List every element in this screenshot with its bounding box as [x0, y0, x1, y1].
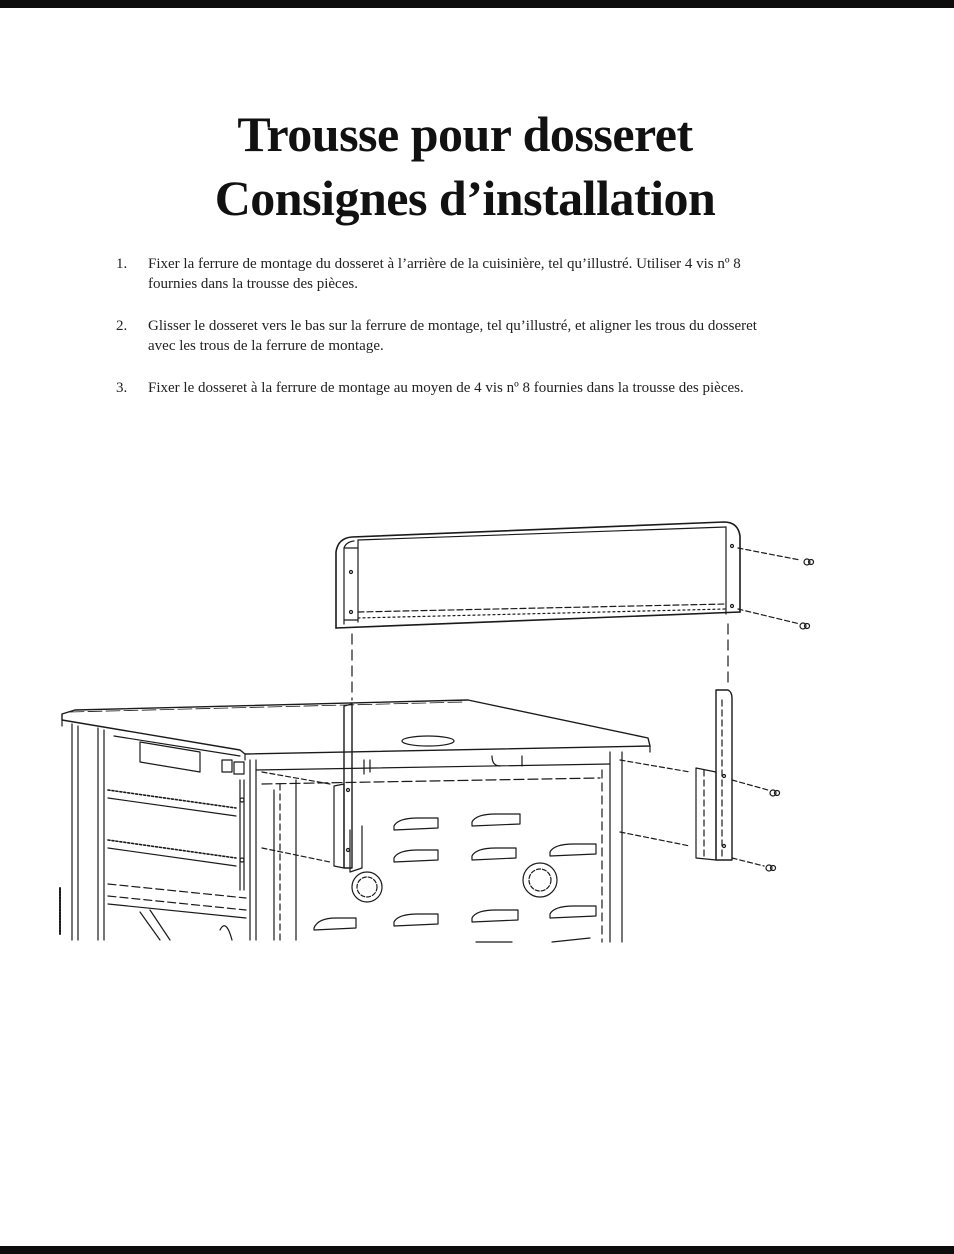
title-line-1: Trousse pour dosseret	[237, 106, 693, 162]
page-title	[140, 102, 790, 230]
step-item	[116, 378, 788, 398]
title-line-2: Consignes d’installation	[214, 170, 716, 226]
left-mounting-bracket	[334, 704, 352, 868]
instruction-steps	[116, 254, 788, 420]
step-number: 2.	[116, 318, 128, 334]
rear-panel-vents	[314, 756, 596, 942]
step-text: Glisser le dosseret vers le bas sur la ferrure de montage, tel qu’illustré, et aligner les trous du dosseret avec les trous de la ferrure de montage.	[148, 318, 757, 354]
backguard-panel	[336, 522, 740, 628]
side-panel-details	[108, 736, 246, 940]
step-number: 3.	[116, 380, 128, 396]
range-cooktop	[62, 700, 650, 760]
step-number: 1.	[116, 256, 128, 272]
step-item	[116, 254, 788, 294]
backguard-screws	[738, 548, 814, 629]
scan-edge-bottom	[0, 1246, 954, 1254]
backguard-installation-illustration-icon	[55, 515, 825, 950]
step-item	[116, 316, 788, 356]
bracket-screws	[262, 760, 780, 871]
scan-edge-top	[0, 0, 954, 8]
step-text: Fixer le dosseret à la ferrure de montage au moyen de 4 vis nº 8 fournies dans la trousse des pièces.	[148, 380, 744, 396]
right-mounting-bracket	[696, 690, 732, 860]
step-text: Fixer la ferrure de montage du dosseret à l’arrière de la cuisinière, tel qu’illustré. Utiliser 4 vis nº 8 fournies dans la trousse des pièces.	[148, 256, 741, 292]
